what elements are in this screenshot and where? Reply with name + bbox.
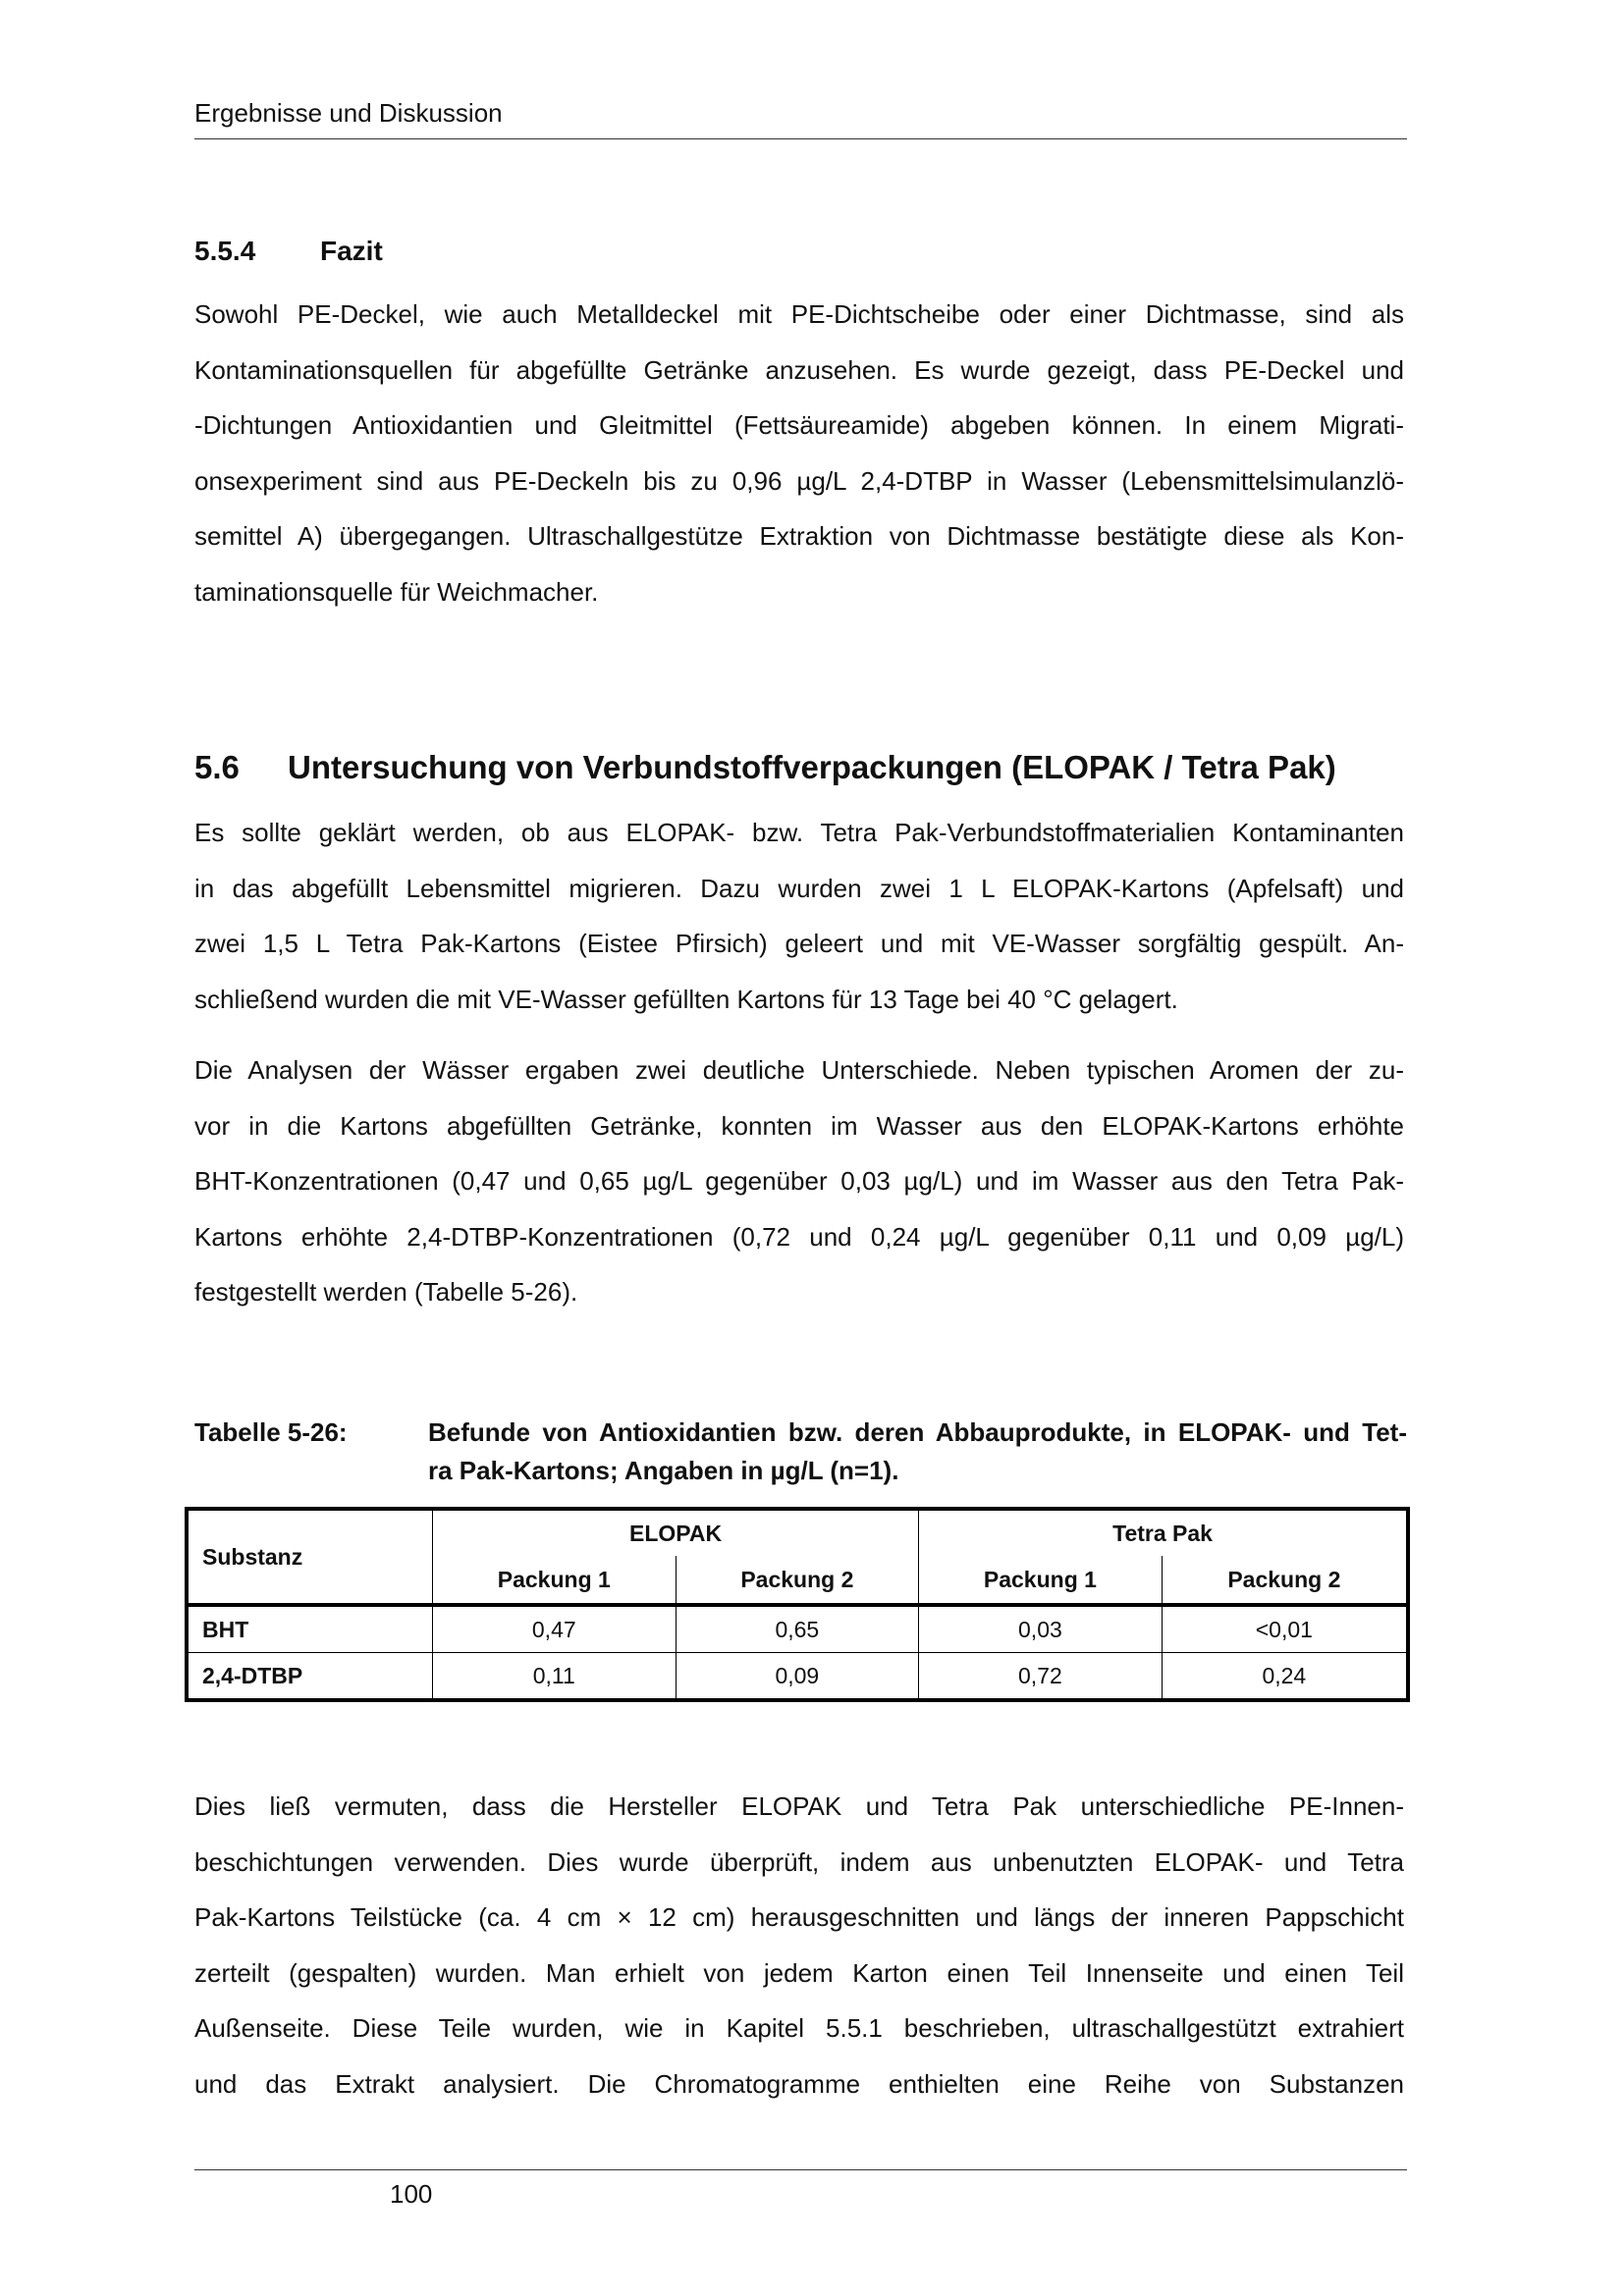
section-title: Untersuchung von Verbundstoffverpackungen (ELOPAK / Tetra Pak) <box>288 749 1336 785</box>
table-cell: 0,72 <box>919 1653 1163 1701</box>
text-line: -Dichtungen Antioxidantien und Gleitmittel (Fettsäureamide) abgeben können. In einem Migrati- <box>194 410 1404 440</box>
text-line: Pak-Kartons Teilstücke (ca. 4 cm × 12 cm) herausgeschnitten und längs der inneren Pappschicht <box>194 1902 1404 1932</box>
column-header: Packung 1 <box>433 1556 677 1605</box>
table-row <box>187 1605 1408 1653</box>
table-cell: 0,47 <box>433 1605 677 1653</box>
column-header: Packung 2 <box>1162 1556 1408 1605</box>
table-cell: 0,65 <box>676 1605 919 1653</box>
column-header: Packung 2 <box>676 1556 919 1605</box>
table-cell: 0,03 <box>919 1605 1163 1653</box>
table-cell: 0,11 <box>433 1653 677 1701</box>
table-cell: 0,09 <box>676 1653 919 1701</box>
text-line: und das Extrakt analysiert. Die Chromatogramme enthielten eine Reihe von Substanzen <box>194 2068 1404 2099</box>
section-number: 5.5.4 <box>194 236 256 266</box>
text-line: Sowohl PE-Deckel, wie auch Metalldeckel mit PE-Dichtscheibe oder einer Dichtmasse, sind als <box>194 299 1404 329</box>
text-line: vor in die Kartons abgefüllten Getränke, konnten im Wasser aus den ELOPAK-Kartons erhöhte <box>194 1110 1404 1141</box>
text-line: schließend wurden die mit VE-Wasser gefüllten Kartons für 13 Tage bei 40 °C gelagert. <box>194 984 1178 1014</box>
page-number: 100 <box>390 2179 433 2209</box>
text-line: onsexperiment sind aus PE-Deckeln bis zu 0,96 µg/L 2,4-DTBP in Wasser (Lebensmittelsimulanzlö- <box>194 465 1404 496</box>
results-table <box>185 1507 1410 1702</box>
text-line: in das abgefüllt Lebensmittel migrieren. Dazu wurden zwei 1 L ELOPAK-Kartons (Apfelsaft) und <box>194 873 1404 903</box>
section-number: 5.6 <box>194 749 240 785</box>
text-line: Es sollte geklärt werden, ob aus ELOPAK- bzw. Tetra Pak-Verbundstoffmaterialien Kontaminanten <box>194 818 1404 847</box>
text-line: Kontaminationsquellen für abgefüllte Getränke anzusehen. Es wurde gezeigt, dass PE-Deckel und <box>194 354 1404 385</box>
table-cell: 0,24 <box>1162 1653 1408 1701</box>
text-line: zwei 1,5 L Tetra Pak-Kartons (Eistee Pfirsich) geleert und mit VE-Wasser sorgfältig gespült. An- <box>194 929 1404 958</box>
text-line: Die Analysen der Wässer ergaben zwei deutliche Unterschiede. Neben typischen Aromen der zu- <box>194 1055 1404 1085</box>
text-line: zerteilt (gespalten) wurden. Man erhielt von jedem Karton einen Teil Innenseite und einen Teil <box>194 1957 1404 1988</box>
paragraph-5-6-analysis <box>194 1042 1404 1320</box>
table-cell: <0,01 <box>1162 1605 1408 1653</box>
text-line: Kartons erhöhte 2,4-DTBP-Konzentrationen (0,72 und 0,24 µg/L gegenüber 0,11 und 0,09 µg/L) <box>194 1221 1404 1252</box>
text-line: semittel A) übergegangen. Ultraschallgestütze Extraktion von Dichtmasse bestätigte diese als Kon- <box>194 521 1404 551</box>
section-title: Fazit <box>320 236 383 266</box>
running-head: Ergebnisse und Diskussion <box>194 98 503 128</box>
text-line: taminationsquelle für Weichmacher. <box>194 576 599 607</box>
substance-name: BHT <box>187 1605 433 1653</box>
column-group-tetra-pak: Tetra Pak <box>919 1509 1408 1556</box>
text-line: festgestellt werden (Tabelle 5-26). <box>194 1277 578 1307</box>
footer-rule <box>194 2169 1407 2170</box>
table-row <box>187 1653 1408 1701</box>
section-heading-5-5-4 <box>194 236 383 267</box>
caption-line: ra Pak-Kartons; Angaben in µg/L (n=1). <box>428 1456 899 1485</box>
paragraph-fazit <box>194 287 1404 619</box>
paragraph-5-6-coating <box>194 1779 1404 2111</box>
text-line: beschichtungen verwenden. Dies wurde überprüft, indem aus unbenutzten ELOPAK- und Tetra <box>194 1846 1404 1877</box>
header-rule <box>194 138 1407 139</box>
text-line: Außenseite. Diese Teile wurden, wie in Kapitel 5.5.1 beschrieben, ultraschallgestützt extrahiert <box>194 2013 1404 2043</box>
table-label: Tabelle 5-26: <box>194 1417 348 1447</box>
caption-line: Befunde von Antioxidantien bzw. deren Abbauprodukte, in ELOPAK- und Tet- <box>428 1417 1407 1447</box>
paragraph-5-6-intro <box>194 805 1404 1027</box>
text-line: Dies ließ vermuten, dass die Hersteller ELOPAK und Tetra Pak unterschiedliche PE-Innen- <box>194 1791 1404 1821</box>
column-group-elopak: ELOPAK <box>433 1509 919 1556</box>
section-heading-5-6 <box>194 749 1336 786</box>
substance-name: 2,4-DTBP <box>187 1653 433 1701</box>
column-header: Packung 1 <box>919 1556 1163 1605</box>
text-line: BHT-Konzentrationen (0,47 und 0,65 µg/L gegenüber 0,03 µg/L) und im Wasser aus den Tetra Pak- <box>194 1166 1404 1196</box>
column-header-substance: Substanz <box>187 1509 433 1605</box>
